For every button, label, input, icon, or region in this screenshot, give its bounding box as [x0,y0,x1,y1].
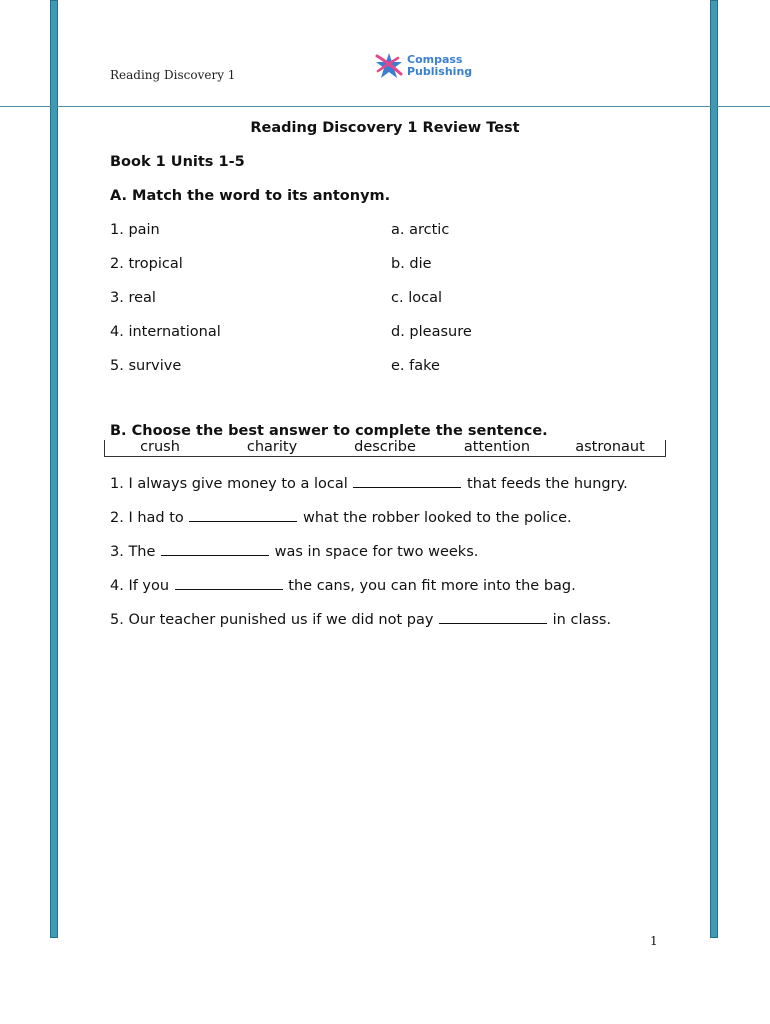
book-units-heading: Book 1 Units 1-5 [110,154,245,170]
answer-blank[interactable] [189,509,297,522]
answer-blank[interactable] [161,543,269,556]
left-margin-bar [50,0,58,938]
section-b-heading: B. Choose the best answer to complete the sentence. [110,423,548,439]
publisher-logo [374,52,472,80]
sentence-after: what the robber looked to the police. [303,510,572,526]
answer-blank[interactable] [439,611,547,624]
sentence-after: the cans, you can fit more into the bag. [288,578,576,594]
fill-in-sentence [110,577,576,594]
match-word: 5. survive [110,358,182,374]
section-a-heading: A. Match the word to its antonym. [110,188,391,204]
antonym-option: e. fake [391,358,440,374]
sentence-after: in class. [552,612,612,628]
antonym-option: c. local [391,290,442,306]
word-bank [104,440,666,457]
word-bank-item: astronaut [575,439,645,455]
logo-line-1: Compass [407,53,463,66]
antonym-option: b. die [391,256,432,272]
fill-in-sentence [110,611,611,628]
running-header: Reading Discovery 1 [110,68,236,82]
antonym-option: d. pleasure [391,324,472,340]
answer-blank[interactable] [175,577,283,590]
word-bank-item: describe [354,439,416,455]
document-title: Reading Discovery 1 Review Test [250,120,520,136]
right-margin-bar [710,0,718,938]
fill-in-sentence [110,543,478,560]
logo-line-2: Publishing [407,65,473,78]
sentence-before: 4. If you [110,578,170,594]
match-word: 4. international [110,324,221,340]
match-word: 2. tropical [110,256,183,272]
header-divider [0,106,770,107]
page-number: 1 [650,934,658,948]
answer-blank[interactable] [353,475,461,488]
compass-star-icon [374,52,404,80]
word-bank-item: attention [463,439,531,455]
sentence-after: that feeds the hungry. [467,476,628,492]
sentence-before: 1. I always give money to a local [110,476,348,492]
fill-in-sentence [110,475,628,492]
word-bank-item: charity [246,439,298,455]
sentence-after: was in space for two weeks. [274,544,479,560]
sentence-before: 3. The [110,544,156,560]
antonym-option: a. arctic [391,222,450,238]
word-bank-item: crush [140,439,180,455]
match-word: 1. pain [110,222,160,238]
sentence-before: 2. I had to [110,510,184,526]
match-word: 3. real [110,290,156,306]
fill-in-sentence [110,509,572,526]
sentence-before: 5. Our teacher punished us if we did not pay [110,612,434,628]
